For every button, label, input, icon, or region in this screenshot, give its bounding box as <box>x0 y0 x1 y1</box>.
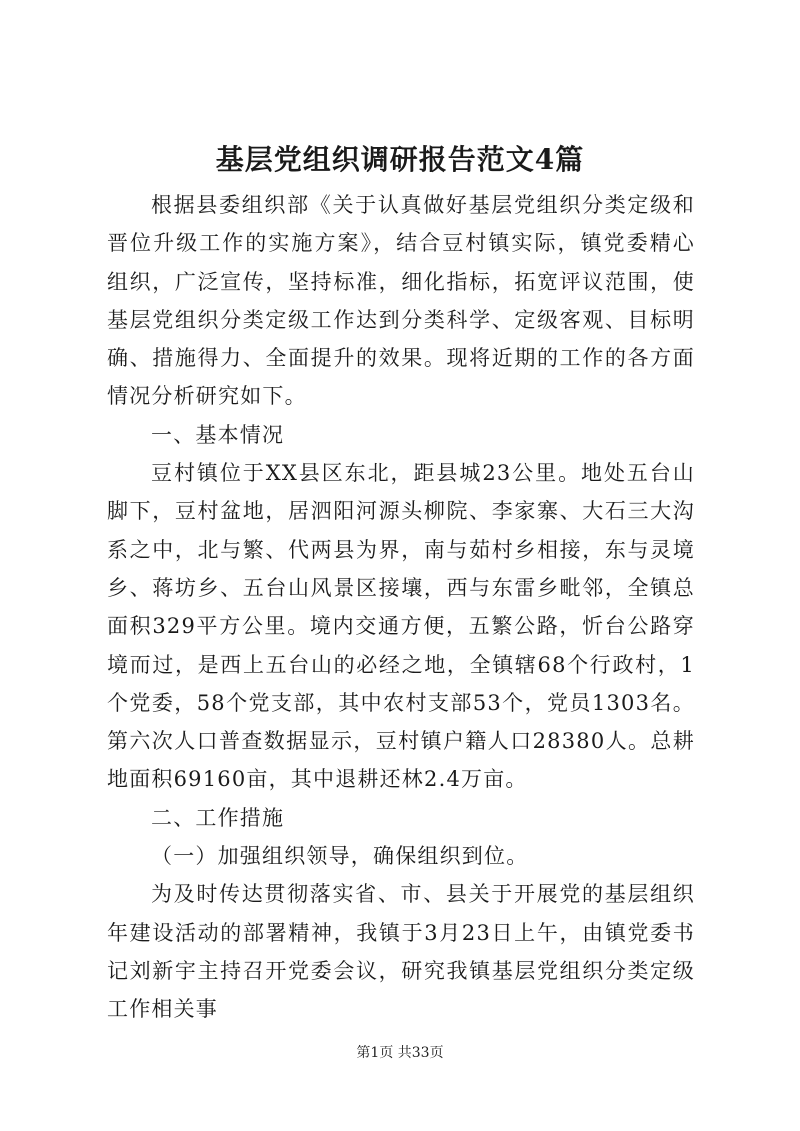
section-heading-work-measures: 二、工作措施 <box>151 805 285 830</box>
page-number-footer: 第1页 共33页 <box>356 1045 444 1061</box>
paragraph-intro: 根据县委组织部《关于认真做好基层党组织分类定级和晋位升级工作的实施方案》，结合豆村镇实际，镇党委精心组织，广泛宣传，坚持标准，细化指标，拓宽评议范围，使基层党组织分类定级工作达到分类科学、定级客观、目标明确、措施得力、全面提升的效果。现将近期的工作的各方面情况分析研究如下。 <box>107 193 695 409</box>
paragraph-basic-situation: 豆村镇位于XX县区东北，距县城23公里。地处五台山脚下，豆村盆地，居泗阳河源头柳院、李家寨、大石三大沟系之中，北与繁、代两县为界，南与茹村乡相接，东与灵境乡、蒋坊乡、五台山风景区接壤，西与东雷乡毗邻，全镇总面积329平方公里。境内交通方便，五繁公路，忻台公路穿境而过，是西上五台山的必经之地，全镇辖68个行政村，1个党委，58个党支部，其中农村支部53个，党员1303名。第六次人口普查数据显示，豆村镇户籍人口28380人。总耕地面积69160亩，其中退耕还林2.4万亩。 <box>107 461 695 792</box>
document-title: 基层党组织调研报告范文4篇 <box>215 143 585 176</box>
section-heading-basic-situation: 一、基本情况 <box>151 422 285 447</box>
paragraph-leadership: 为及时传达贯彻落实省、市、县关于开展党的基层组织年建设活动的部署精神，我镇于3月23日上午，由镇党委书记刘新宇主持召开党委会议，研究我镇基层党组织分类定级工作相关事 <box>107 882 695 1022</box>
document-body <box>107 186 695 1029</box>
subsection-heading-leadership: （一）加强组织领导，确保组织到位。 <box>151 844 529 869</box>
